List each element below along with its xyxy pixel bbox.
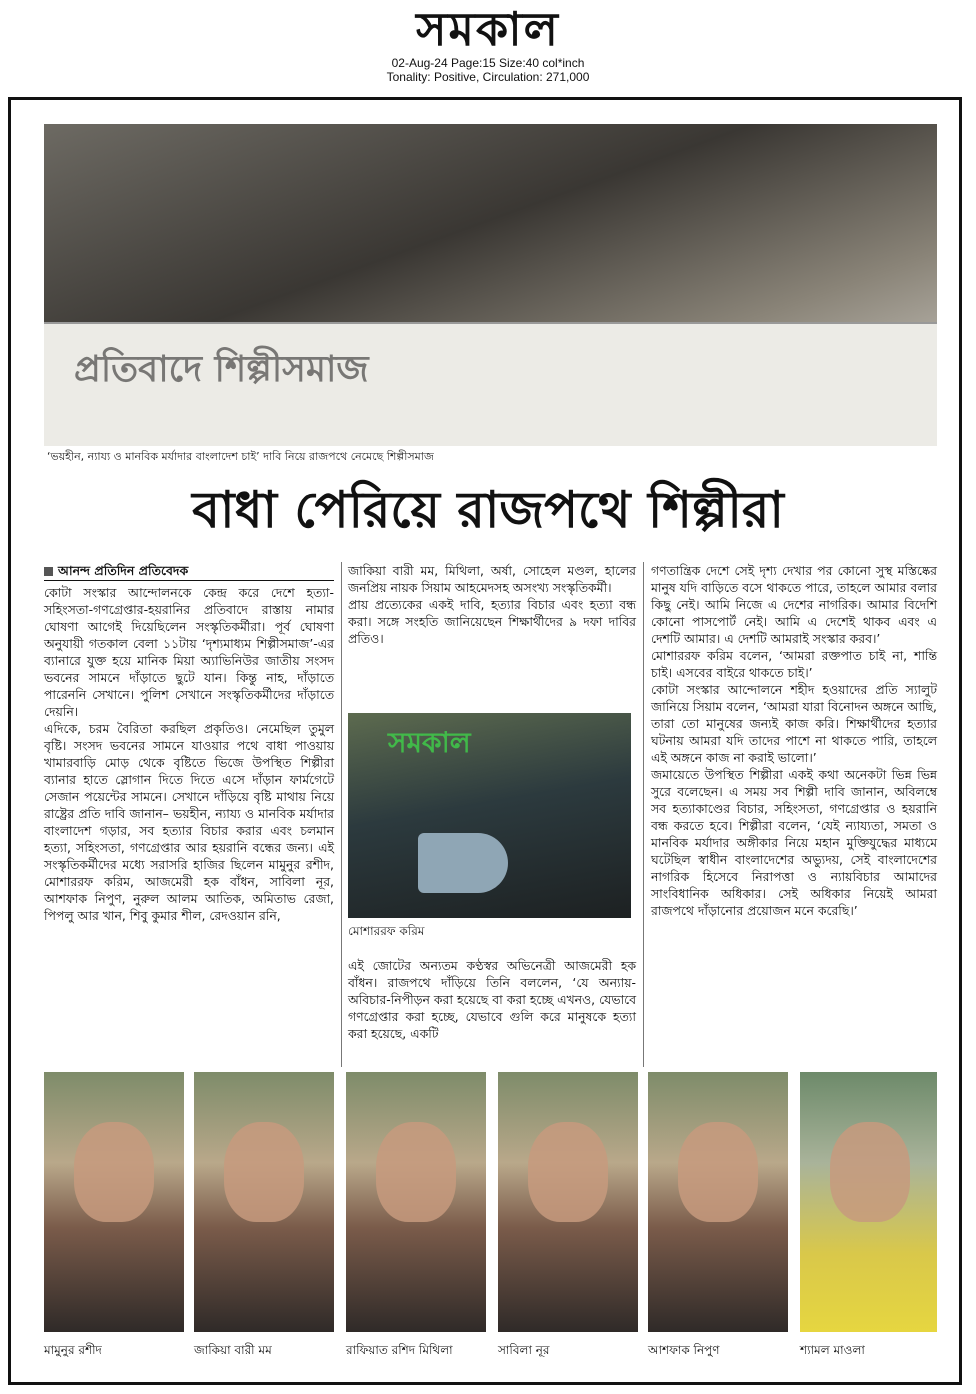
paragraph: প্রায় প্রত্যেকের একই দাবি, হত্যার বিচার এবং হত্যা বন্ধ করা। সঙ্গে সংহতি জানিয়েছেন শিক্ষার্থীদের ৯ দফা দাবির প্রতিও। — [348, 597, 636, 646]
paragraph: এই জোটের অন্যতম কণ্ঠস্বর অভিনেত্রী আজমেরী হক বাঁধন। রাজপথে দাঁড়িয়ে তিনি বললেন, ‘যে অন্যায়-অবিচার-নিপীড়ন করা হয়েছে বা করা হচ্ছে এখনও, যেভাবে গণগ্রেপ্তার করা হচ্ছে, যেভাবে গুলি করে মানুষকে হত্যা করা হয়েছে, একটি — [348, 958, 636, 1041]
masthead — [0, 0, 976, 95]
paragraph: জমায়েতে উপস্থিত শিল্পীরা একই কথা অনেকটা ভিন্ন ভিন্ন সুরে বলেছেন। এ সময় সব শিল্পী দাবি জানান, অবিলম্বে সব হত্যাকাণ্ডের বিচার, সহিংসতা, গণগ্রেপ্তার ও হয়রানি বন্ধ করতে হবে। শিল্পীরা বলেন, ‘যেই ন্যায্যতা, সমতা ও মানবিক মর্যাদার অঙ্গীকার নিয়ে মহান মুক্তিযুদ্ধের মাধ্যমে ঘটেছিল স্বাধীন বাংলাদেশের অভ্যুদয়, সেই বাংলাদেশের নাগরিক হিসেবে নিরাপত্তা ও ন্যায়বিচার আমাদের সাংবিধানিক অধিকার। সেই অধিকার নিয়েই আমরা রাজপথে দাঁড়ানোর প্রয়োজন মনে করেছি।’ — [651, 767, 937, 918]
portrait-photo — [194, 1072, 334, 1332]
portrait-caption: রাফিয়াত রশিদ মিথিলা — [346, 1343, 453, 1357]
clipping-meta-line2: Tonality: Positive, Circulation: 271,000 — [386, 70, 590, 84]
paragraph: এদিকে, চরম বৈরিতা করছিল প্রকৃতিও। নেমেছিল তুমুল বৃষ্টি। সংসদ ভবনের সামনে যাওয়ার পথে বাধা পাওয়ায় খামারবাড়ি মোড় থেকে বৃষ্টিতে ভিজে উপস্থিত শিল্পীরা ব্যানার হাতে স্লোগান দিতে দিতে এসে দাঁড়ান ফার্মগেটে সেজান পয়েন্টের সামনে। সেখানে দাঁড়িয়ে বৃষ্টি মাথায় নিয়ে রাষ্ট্রের প্রতি দাবি জানান– ভয়হীন, ন্যায্য ও মানবিক মর্যাদার বাংলাদেশ গড়ার, সব হত্যার বিচার করার এবং চলমান হত্যা, সহিংসতা, গণগ্রেপ্তার আর হয়রানি বন্ধের জন্য। এই সংস্কৃতিকর্মীদের মধ্যে সরাসরি হাজির ছিলেন মামুনুর রশীদ, মোশাররফ করিম, আজমেরী হক বাঁধন, সাবিলা নূর, আশফাক নিপুণ, নুরুল আলম আতিক, অমিতাভ রেজা, পিপলু আর খান, শিবু কুমার শীল, রেদওয়ান রনি, — [44, 721, 334, 923]
mosharraf-karim-photo — [348, 713, 631, 918]
portrait-caption: জাকিয়া বারী মম — [194, 1343, 272, 1357]
newspaper-logo: সমকাল — [416, 2, 560, 56]
paragraph: জাকিয়া বারী মম, মিথিলা, অর্ষা, সোহেল মণ্ডল, হালের জনপ্রিয় নায়ক সিয়াম আহমেদসহ অসংখ্য সংস্কৃতিকর্মী। — [348, 563, 636, 595]
portrait-photo — [44, 1072, 184, 1332]
face-shape — [678, 1122, 758, 1222]
paragraph: কোটা সংস্কার আন্দোলনে শহীদ হওয়াদের প্রতি স্যালুট জানিয়ে সিয়াম বলেন, ‘আমরা যারা বিনোদন অঙ্গনে আছি, তারা তো মানুষের জন্যই কাজ করি। শিক্ষার্থীদের হত্যার ঘটনায় আমরা যদি তাদের পাশে না থাকতে পারি, তাহলে এই অঙ্গনে কাজ না করাই ভালো।’ — [651, 682, 937, 765]
mid-photo-caption: মোশাররফ করিম — [348, 924, 425, 938]
article-frame — [8, 97, 962, 1385]
article-column-2-top — [348, 562, 636, 647]
face-shape — [830, 1122, 910, 1222]
portrait-caption: সাবিলা নূর — [498, 1343, 550, 1357]
byline — [44, 562, 334, 581]
column-divider — [341, 562, 342, 1067]
portrait-photo — [648, 1072, 788, 1332]
banner-text: প্রতিবাদে শিল্পীসমাজ — [74, 347, 369, 390]
portrait-photo — [498, 1072, 638, 1332]
face-shape — [528, 1122, 608, 1222]
byline-text: আনন্দ প্রতিদিন প্রতিবেদক — [58, 563, 189, 578]
portrait-caption: মামুনুর রশীদ — [44, 1343, 102, 1357]
column-divider — [643, 562, 644, 1067]
face-shape — [74, 1122, 154, 1222]
article-column-1 — [44, 562, 334, 924]
portrait-caption: আশফাক নিপুণ — [648, 1343, 720, 1357]
article-column-3 — [651, 562, 937, 919]
portrait-photo — [800, 1072, 937, 1332]
megaphone-icon — [418, 833, 508, 893]
headline: বাধা পেরিয়ে রাজপথে শিল্পীরা — [192, 480, 784, 539]
paragraph: গণতান্ত্রিক দেশে সেই দৃশ্য দেখার পর কোনো সুস্থ মস্তিষ্কের মানুষ যদি বাড়িতে বসে থাকতে পারে, তাহলে আমার বলার কিছু নেই। আমি নিজে এ দেশের নাগরিক। আমার বিদেশি কোনো পাসপোর্ট নেই। আমি এ দেশেই থাকব এবং এ দেশটি আমার। এ দেশটি আমরাই সংস্কার করব।’ — [651, 563, 937, 646]
face-shape — [224, 1122, 304, 1222]
protest-banner — [44, 322, 937, 446]
paragraph: কোটা সংস্কার আন্দোলনকে কেন্দ্র করে দেশে হত্যা-সহিংসতা-গণগ্রেপ্তার-হয়রানির প্রতিবাদে রাস্তায় নামার ঘোষণা আগেই দিয়েছিলেন সংস্কৃতিকর্মীরা। পূর্ব ঘোষণা অনুযায়ী গতকাল বেলা ১১টায় ‘দৃশ্যমাধ্যম শিল্পীসমাজ’-এর ব্যানারে যুক্ত হয়ে মানিক মিয়া অ্যাভিনিউর জাতীয় সংসদ ভবনের সামনে দাঁড়াতে ছুটে যান। কিন্তু নাহ, দাঁড়াতে পারেননি সেখানে। পুলিশ সেখানে সংস্কৃতিকর্মীদের দাঁড়াতে দেয়নি। — [44, 585, 334, 719]
byline-square-icon — [44, 567, 53, 576]
portrait-photo — [346, 1072, 486, 1332]
photo-watermark: সমকাল — [388, 726, 471, 759]
clipping-meta-line1: 02-Aug-24 Page:15 Size:40 col*inch — [391, 56, 585, 70]
portrait-caption: শ্যামল মাওলা — [800, 1343, 865, 1357]
top-photo-caption: ‘ভয়হীন, ন্যায্য ও মানবিক মর্যাদার বাংলাদেশ চাই’ দাবি নিয়ে রাজপথে নেমেছে শিল্পীসমাজ — [47, 450, 434, 463]
paragraph: মোশাররফ করিম বলেন, ‘আমরা রক্তপাত চাই না, শান্তি চাই। এসবের বাইরে থাকতে চাই।’ — [651, 648, 937, 680]
face-shape — [376, 1122, 456, 1222]
protest-photo — [44, 124, 937, 446]
article-column-2-bottom — [348, 957, 636, 1042]
